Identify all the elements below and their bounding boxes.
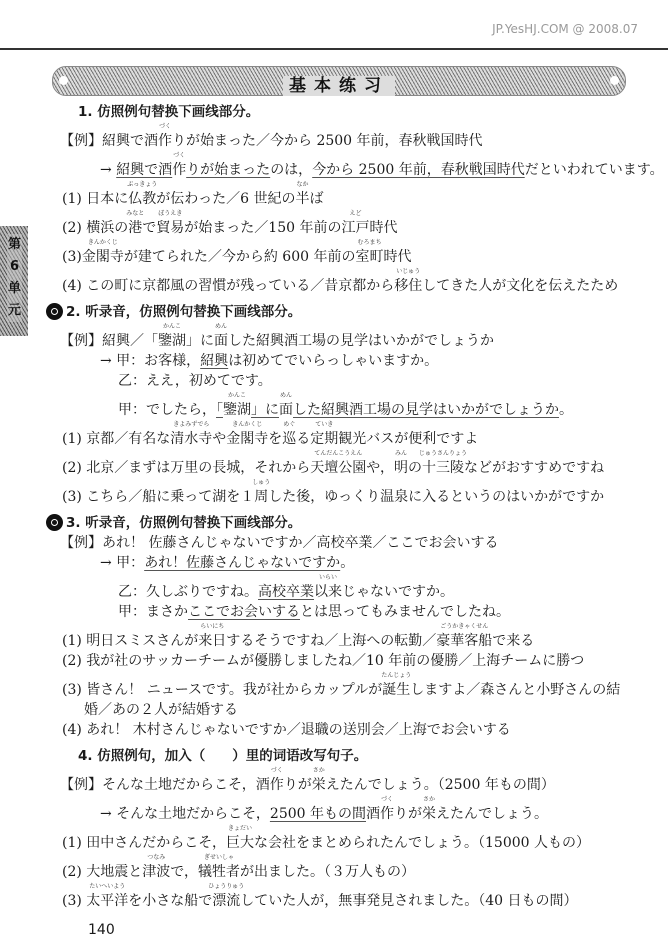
banner-title: 基本练习 <box>283 76 395 96</box>
ruby-base: 来日 <box>198 633 227 649</box>
text-segment: が建てられた／今から約 600 年前の <box>123 249 356 265</box>
exercise-line <box>62 239 412 265</box>
text-segment: で来る <box>492 633 535 649</box>
ruby-base: 犠牲者 <box>198 864 241 880</box>
ruby-base: 移住 <box>394 278 423 294</box>
exercise-line <box>60 535 498 551</box>
ruby-word <box>341 210 370 236</box>
furigana: じゅうさんりょう <box>419 450 468 457</box>
furigana: なか <box>296 181 309 188</box>
text-segment: や， <box>366 460 395 476</box>
ruby-base: 面 <box>279 402 293 418</box>
ruby-word <box>314 574 342 600</box>
ruby-base: 誕生 <box>382 682 411 698</box>
text-segment: を <box>268 431 283 447</box>
text-segment: → 甲： <box>100 555 145 571</box>
ruby-word <box>81 239 124 265</box>
furigana: づく <box>173 152 186 159</box>
ruby-word <box>311 767 326 793</box>
text-segment: 」に <box>251 402 279 418</box>
text-segment: → そんな土地だからこそ， <box>100 806 270 822</box>
exercise-line <box>60 767 555 793</box>
ruby-base: 津波 <box>142 864 171 880</box>
exercise-line <box>100 555 354 571</box>
ruby-base: 江戸 <box>341 220 370 236</box>
exercise-line <box>62 653 584 669</box>
ruby-word <box>223 392 251 418</box>
text-segment: えたんでしょう。（2500 年もの間） <box>325 777 555 793</box>
underlined-phrase <box>144 555 340 571</box>
ruby-base: 定期 <box>310 431 339 447</box>
ruby-base: 仏教 <box>128 191 157 207</box>
text-segment: (2) 大地震と <box>62 864 143 880</box>
ruby-base: 栄 <box>311 777 326 793</box>
ruby-word <box>208 883 245 909</box>
text-segment: した後，ゆっくり温泉に入るというのはいかがですか <box>268 489 605 505</box>
text-segment: 3. 听录音，仿照例句替换下画线部分。 <box>66 515 302 531</box>
text-segment: (3) <box>62 249 82 265</box>
exercise-line <box>62 672 621 698</box>
text-segment: じゃないですか。 <box>342 584 454 600</box>
furigana: きんかくじ <box>232 421 263 428</box>
exercise-line <box>62 825 591 851</box>
text-segment: 乙：ええ，初めてです。 <box>118 373 272 389</box>
text-segment: が伝わった／6 世紀の <box>156 191 296 207</box>
ruby-base: 金閣寺 <box>81 249 124 265</box>
exercise-line <box>62 268 619 294</box>
text-segment: が始まった／150 年前の <box>184 220 342 236</box>
text-segment: のは， <box>270 162 313 178</box>
text-segment: しますよ／森さんと小野さんの結 <box>410 682 621 698</box>
text-segment: 【例】あれ！ 佐藤さんじゃないですか／高校卒業／ここでお会いする <box>60 535 499 551</box>
ruby-base: 室町 <box>355 249 384 265</box>
text-segment: するそうですね／上海への転勤／ <box>226 633 437 649</box>
text-segment: → 甲：お客様， <box>100 353 201 369</box>
exercise-line <box>62 210 398 236</box>
text-segment: りが <box>394 806 422 822</box>
text-segment: で <box>142 220 157 236</box>
ruby-word <box>226 825 255 851</box>
ruby-word <box>142 854 171 880</box>
site-watermark: JP.YesHJ.COM @ 2008.07 <box>492 22 638 36</box>
underlined-phrase <box>188 604 300 620</box>
text-segment: などがおすすめですね <box>464 460 605 476</box>
text-segment: を小さな船で <box>128 893 213 909</box>
ruby-word <box>394 450 409 476</box>
text-segment: (3) こちら／船に乗って湖を１ <box>62 489 255 505</box>
text-segment: 【例】紹興／「 <box>60 333 158 349</box>
ruby-word <box>156 210 185 236</box>
furigana: きょだい <box>228 825 253 832</box>
ruby-base: 巡 <box>282 431 297 447</box>
furigana: えど <box>349 210 362 217</box>
exercise-line <box>62 479 605 505</box>
ruby-word <box>198 854 241 880</box>
underlined-phrase <box>270 806 366 822</box>
header-rule <box>0 48 668 50</box>
page-number: 140 <box>88 922 115 938</box>
text-segment: (3) <box>62 893 87 909</box>
text-segment: 紹興 <box>200 353 229 369</box>
ruby-base: 周 <box>254 489 269 505</box>
text-segment: えたんでしょう。 <box>436 806 548 822</box>
ruby-word <box>226 421 269 447</box>
furigana: らいにち <box>200 623 225 630</box>
exercise-line <box>62 722 511 738</box>
ruby-base: 半 <box>295 191 310 207</box>
ruby-word <box>279 392 293 418</box>
underlined-phrase <box>216 392 559 418</box>
exercise-line <box>118 373 272 389</box>
text-segment: は初めてでいらっしゃいますか。 <box>228 353 439 369</box>
exercise-line <box>84 702 238 718</box>
text-segment: 乙：久しぶりですね。 <box>118 584 258 600</box>
exercise-line <box>60 323 494 349</box>
ruby-word <box>269 767 284 793</box>
text-segment: してきた人が文化を伝えたため <box>422 278 619 294</box>
audio-cd-icon <box>46 514 63 531</box>
text-segment: (2) 北京／まずは万里の長城，それから <box>62 460 311 476</box>
ruby-word <box>419 450 468 476</box>
furigana: みん <box>395 450 408 457</box>
ruby-word <box>170 421 213 447</box>
ruby-base: 作 <box>269 777 284 793</box>
unit-label: 第6单元 <box>7 234 22 322</box>
furigana: むろまち <box>357 239 382 246</box>
exercise-line <box>100 796 548 822</box>
exercise-line <box>62 450 605 476</box>
text-segment: りが <box>283 777 312 793</box>
underlined-phrase <box>312 162 525 178</box>
text-segment: (1) 明日スミスさんが <box>62 633 199 649</box>
ruby-base: 貿易 <box>156 220 185 236</box>
ruby-word <box>214 323 228 349</box>
exercise-line <box>62 854 416 880</box>
text-segment: 高校卒業 <box>258 584 314 600</box>
ruby-word <box>380 796 394 822</box>
unit-side-tab <box>0 226 28 336</box>
ruby-base: 天壇公園 <box>310 460 367 476</box>
ruby-base: 作 <box>172 162 187 178</box>
ruby-word <box>127 181 158 207</box>
ruby-word <box>422 796 436 822</box>
ruby-base: 鑒湖 <box>223 402 251 418</box>
text-segment: (4) あれ！ 木村さんじゃないですか／退職の送別会／上海でお会いする <box>62 722 511 738</box>
ruby-base: 明 <box>394 460 409 476</box>
text-segment: (1) 京都／有名な <box>62 431 171 447</box>
furigana: ぎせいしゃ <box>204 854 235 861</box>
furigana: てんだんこうえん <box>314 450 363 457</box>
ruby-word <box>355 239 384 265</box>
ruby-word <box>126 210 145 236</box>
text-segment: の <box>408 460 423 476</box>
text-segment: 「 <box>216 402 223 418</box>
text-segment: 婚／あの２人が結婚する <box>84 702 238 718</box>
text-segment: や <box>212 431 227 447</box>
text-segment: (2) 我が社のサッカーチームが優勝しましたね／10 年前の優勝／上海チームに勝つ <box>62 653 585 669</box>
exercise-line <box>118 604 510 620</box>
text-segment: (3) 皆さん！ ニュースです。我が社からカップルが <box>62 682 383 698</box>
ruby-base: 作 <box>380 806 394 822</box>
ruby-base: 鑒湖 <box>158 333 186 349</box>
furigana: いらい <box>318 574 338 581</box>
text-segment: 」に <box>186 333 214 349</box>
ruby-word <box>310 421 339 447</box>
furigana: かんこ <box>162 323 182 330</box>
text-segment: 4. 仿照例句，加入（ ）里的词语改写句子。 <box>78 748 368 764</box>
ruby-base: 以来 <box>314 584 342 600</box>
exercise-line <box>62 623 535 649</box>
furigana: ひょうりゅう <box>208 883 245 890</box>
exercise-heading <box>66 515 301 531</box>
text-segment: していた人が，無事発見されました。（40 日もの間） <box>240 893 578 909</box>
furigana: ぶっきょう <box>127 181 158 188</box>
exercise-line <box>100 353 438 369</box>
exercise-line <box>62 883 578 909</box>
furigana: しゅう <box>252 479 271 486</box>
furigana: たいへいよう <box>89 883 126 890</box>
furigana: かんこ <box>227 392 247 399</box>
text-segment: 甲：でしたら， <box>118 402 216 418</box>
furigana: きんかくじ <box>87 239 118 246</box>
ruby-word <box>394 268 423 294</box>
ruby-word <box>436 623 493 649</box>
text-segment: (1) 田中さんだからこそ， <box>62 835 227 851</box>
furigana: めん <box>279 392 293 399</box>
ruby-base: 豪華客船 <box>436 633 493 649</box>
exercise-line <box>60 123 483 149</box>
text-segment: 【例】そんな土地だからこそ，酒 <box>60 777 270 793</box>
text-segment: 今から 2500 年前，春秋戦国時代 <box>312 162 525 178</box>
ruby-word <box>158 123 172 149</box>
text-segment: りが始まった <box>186 162 271 178</box>
text-segment: が出ました。（３万人もの） <box>240 864 416 880</box>
exercise-line <box>62 181 324 207</box>
exercise-heading <box>66 304 301 320</box>
ruby-base: 作 <box>158 133 172 149</box>
furigana: さか <box>312 767 325 774</box>
text-segment: 1. 仿照例句替换下画线部分。 <box>78 104 260 120</box>
ruby-base: 巨大 <box>226 835 255 851</box>
audio-cd-icon <box>46 303 63 320</box>
text-segment: 【例】紹興で酒 <box>60 133 158 149</box>
text-segment: した紹興酒工場の見学はいかがでしょうか <box>228 333 494 349</box>
ruby-base: 太平洋 <box>86 893 129 909</box>
text-segment: (4) この町に京都風の習慣が残っている／昔京都から <box>62 278 395 294</box>
furigana: ぼうえき <box>158 210 183 217</box>
furigana: めぐ <box>283 421 296 428</box>
text-segment: あれ！佐藤さんじゃないですか <box>144 555 341 571</box>
text-segment: 観光バスが便利ですよ <box>338 431 479 447</box>
underlined-phrase <box>258 584 314 600</box>
furigana: きよみずでら <box>173 421 210 428</box>
text-segment: る <box>296 431 311 447</box>
furigana: めん <box>214 323 228 330</box>
ruby-base: 面 <box>214 333 228 349</box>
exercise-line <box>62 421 479 447</box>
text-segment: (2) 横浜の <box>62 220 129 236</box>
ruby-word <box>86 883 129 909</box>
ruby-base: 栄 <box>422 806 436 822</box>
underlined-phrase <box>200 353 228 369</box>
ruby-word <box>310 450 367 476</box>
furigana: さか <box>422 796 436 803</box>
exercise-heading <box>78 104 259 120</box>
text-segment: 紹興で酒 <box>116 162 173 178</box>
ruby-word <box>252 479 271 505</box>
text-segment: 甲：まさか <box>118 604 188 620</box>
ruby-word <box>198 623 227 649</box>
ruby-base: 漂流 <box>212 893 241 909</box>
furigana: いじゅう <box>396 268 421 275</box>
text-segment: した紹興酒工場の見学はいかがでしょうか <box>293 402 559 418</box>
text-segment: ば <box>309 191 324 207</box>
text-segment: とは思ってもみませんでしたね。 <box>300 604 510 620</box>
text-segment: で， <box>170 864 199 880</box>
ruby-base: 金閣寺 <box>226 431 269 447</box>
text-segment: 2. 听录音，仿照例句替换下画线部分。 <box>66 304 302 320</box>
exercise-heading <box>78 748 367 764</box>
text-segment: 時代 <box>383 249 412 265</box>
furigana: つなみ <box>147 854 166 861</box>
furigana: みなと <box>126 210 145 217</box>
underlined-phrase <box>116 152 271 178</box>
ruby-base: 清水寺 <box>170 431 213 447</box>
ruby-word <box>295 181 310 207</box>
text-segment: 2500 年もの間 <box>269 806 366 822</box>
text-segment: 。 <box>340 555 355 571</box>
exercise-line <box>100 152 664 178</box>
section-banner <box>52 66 626 96</box>
text-segment: 酒 <box>366 806 380 822</box>
furigana: ていき <box>315 421 334 428</box>
furigana: たんじょう <box>381 672 412 679</box>
ruby-word <box>172 152 187 178</box>
text-segment: な会社をまとめられたんでしょう。（15000 人もの） <box>254 835 591 851</box>
text-segment: → <box>100 162 117 178</box>
furigana: づく <box>380 796 394 803</box>
exercise-line <box>118 574 454 600</box>
ruby-base: 港 <box>128 220 143 236</box>
ruby-word <box>381 672 412 698</box>
ruby-base: 十三陵 <box>422 460 465 476</box>
text-segment: 。 <box>559 402 573 418</box>
furigana: づく <box>158 123 172 130</box>
text-segment: りが始まった／今から 2500 年前，春秋戦国時代 <box>172 133 483 149</box>
text-segment: だといわれています。 <box>524 162 664 178</box>
furigana: ごうかきゃくせん <box>440 623 489 630</box>
text-segment: (1) 日本に <box>62 191 129 207</box>
ruby-word <box>282 421 297 447</box>
ruby-word <box>158 323 186 349</box>
text-segment: 時代 <box>369 220 398 236</box>
text-segment: ここでお会いする <box>188 604 300 620</box>
furigana: づく <box>270 767 283 774</box>
exercise-line <box>118 392 573 418</box>
